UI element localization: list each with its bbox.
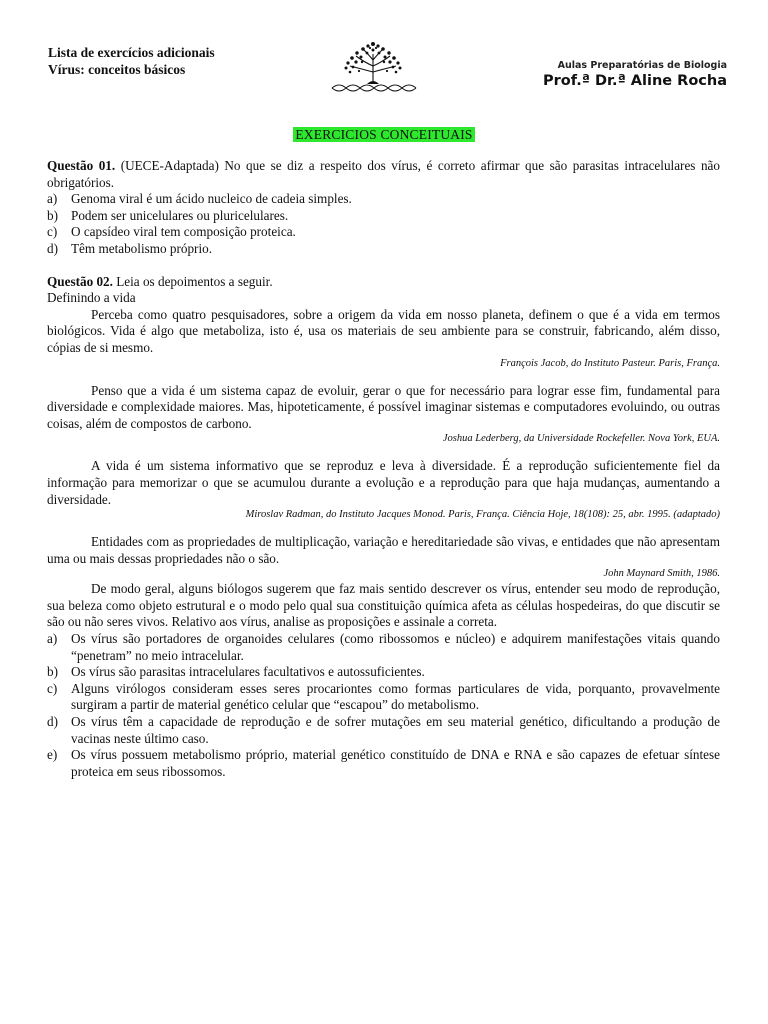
header-left: [48, 44, 215, 78]
question-2-option-c: c) Alguns virólogos consideram esses seres procariontes como formas particulares de vida, porquanto, provavelmente surgiram a partir de material genético celular que “escapou” do metabolismo.: [47, 680, 720, 713]
professor-name: Prof.ª Dr.ª Aline Rocha: [542, 73, 727, 89]
org-name: Aulas Preparatórias de Biologia: [557, 60, 727, 71]
testimony-2: Penso que a vida é um sistema capaz de evoluir, gerar o que for necessário para lograr esse fim, fundamental para diversidade e complexidade maiores. Mas, hipoteticamente, é possível imaginar sistemas e computadores evoluindo, ou outras coisas, além de compostos de carbono.: [47, 382, 720, 431]
testimony-4: Entidades com as propriedades de multiplicação, variação e hereditariedade são vivas, e entidades que não apresentam uma ou mais dessas propriedades não o são.: [47, 534, 720, 566]
question-2-subtitle: Definindo a vida: [47, 290, 136, 306]
question-1-option-c: c) O capsídeo viral tem composição proteica.: [47, 224, 296, 240]
list-title: Lista de exercícios adicionais: [48, 45, 215, 60]
header-right: [543, 60, 727, 89]
question-1-stem: [47, 158, 720, 191]
question-2-label: Questão 02.: [47, 273, 113, 289]
question-2-option-d: d) Os vírus têm a capacidade de reprodução e de sofrer mutações em seu material genético, dificultando a produção de vacinas neste último caso.: [47, 714, 720, 746]
question-2-option-e: e) Os vírus possuem metabolismo próprio, material genético constituído de DNA e RNA e são capazes de efetuar síntese proteica em seus ribossomos.: [47, 747, 720, 779]
testimony-1: Perceba como quatro pesquisadores, sobre a origem da vida em nosso planeta, definem o que é a vida em termos biológicos. Vida é algo que metaboliza, isto é, usa os materiais de seu ambiente para se construir, fabricando, além disso, cópias de si mesmo.: [47, 306, 720, 355]
list-subtitle: Vírus: conceitos básicos: [48, 62, 186, 77]
tree-logo-icon: [326, 36, 420, 98]
question-2-text: Leia os depoimentos a seguir.: [112, 273, 273, 289]
testimony-3: A vida é um sistema informativo que se reproduz e leva à diversidade. É a reprodução suficientemente fiel da informação para memorizar o que se acumulou durante a evolução e a reprodução para que haja mudanças, aumentando a diversidade.: [47, 458, 720, 507]
citation-1: François Jacob, do Instituto Pasteur. Paris, França.: [500, 357, 720, 369]
question-2-option-b: b) Os vírus são parasitas intracelulares facultativos e autossuficientes.: [47, 664, 425, 680]
section-title: [0, 126, 768, 144]
question-2-prompt: De modo geral, alguns biólogos sugerem que faz mais sentido descrever os vírus, entender seu modo de reprodução, sua beleza como objeto estrutural e o modo pelo qual sua constituição química afeta as células hospedeiras, do que discutir se são ou não seres vivos. Relativo aos vírus, analise as proposições e assinale a correta.: [47, 581, 720, 630]
question-1-option-d: d) Têm metabolismo próprio.: [47, 240, 213, 256]
content: [47, 158, 720, 780]
citation-2: Joshua Lederberg, da Universidade Rockefeller. Nova York, EUA.: [442, 433, 720, 445]
question-1-option-a: a) Genoma viral é um ácido nucleico de cadeia simples.: [47, 191, 352, 207]
question-1-option-b: b) Podem ser unicelulares ou pluricelulares.: [47, 207, 289, 223]
citation-4: John Maynard Smith, 1986.: [603, 568, 720, 580]
question-2-option-a: a) Os vírus são portadores de organoides celulares (como ribossomos e núcleo) e adquirem manifestações vitais quando “penetram” no meio intracelular.: [47, 631, 720, 663]
section-title-text: EXERCICIOS CONCEITUAIS: [295, 127, 473, 142]
question-1-text: (UECE-Adaptada) No que se diz a respeito dos vírus, é correto afirmar que são parasitas intracelulares não obrigatórios.: [47, 158, 720, 190]
question-2-stem: [47, 274, 720, 291]
citation-3: Miroslav Radman, do Instituto Jacques Monod. Paris, França. Ciência Hoje, 18(108): 25, abr. 1995. (adaptado): [245, 509, 720, 521]
question-1-label: Questão 01.: [47, 158, 116, 173]
